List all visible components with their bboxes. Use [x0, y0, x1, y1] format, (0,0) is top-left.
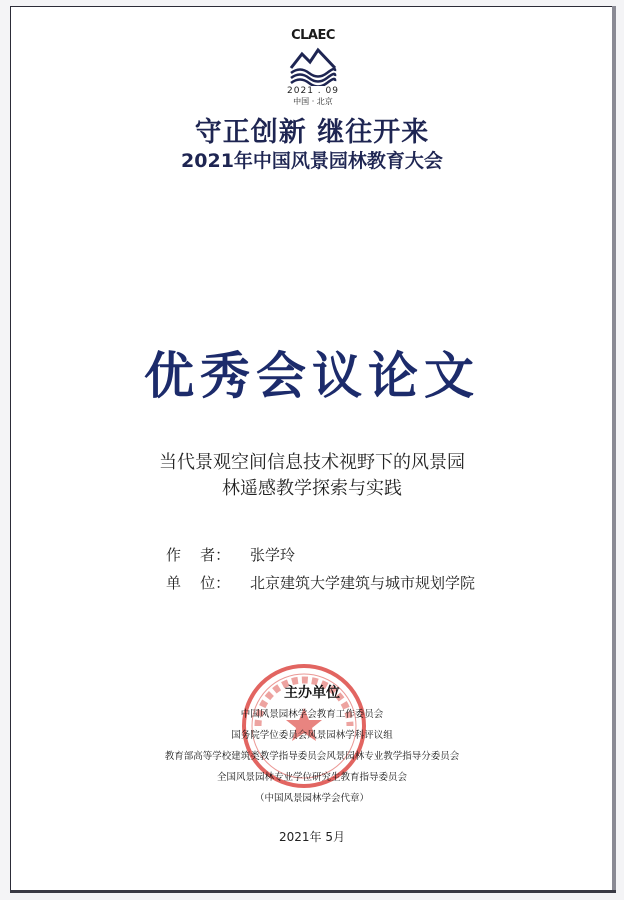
unit-name: 北京建筑大学建筑与城市规划学院: [250, 574, 476, 592]
organizers-block: [0, 682, 624, 809]
organizer-item: 中国风景园林学会教育工作委员会: [240, 709, 384, 720]
author-name: 张学玲: [250, 546, 296, 564]
organizers-heading: 主办单位: [284, 685, 340, 701]
logo-date: 2021 . 09: [287, 86, 339, 96]
logo-place: 中国 · 北京: [293, 97, 333, 106]
author-label: 作 者：: [166, 546, 231, 564]
congress-title: 2021年中国风景园林教育大会: [181, 150, 443, 172]
organizer-seal-note: （中国风景园林学会代章）: [254, 793, 369, 804]
organizer-item: 国务院学位委员会风景园林学科评议组: [231, 730, 393, 741]
claec-logo: [282, 28, 344, 108]
organizer-item: 教育部高等学校建筑类教学指导委员会风景园林专业教学指导分委员会: [164, 751, 460, 762]
paper-title: [90, 450, 534, 502]
issue-date: 2021年 5月: [279, 830, 345, 844]
paper-title-line-2: 林遥感教学探索与实践: [222, 478, 402, 499]
paper-title-line-1: 当代景观空间信息技术视野下的风景园: [159, 452, 465, 473]
organizer-item: 全国风景园林专业学位研究生教育指导委员会: [216, 772, 407, 783]
unit-label: 单 位：: [166, 574, 231, 592]
wave-mountain-icon: [288, 46, 338, 86]
slogan: 守正创新 继往开来: [194, 117, 430, 148]
logo-text: CLAEC: [291, 28, 335, 43]
scan-edge-bottom: [10, 890, 616, 893]
award-title: 优秀会议论文: [144, 346, 480, 405]
